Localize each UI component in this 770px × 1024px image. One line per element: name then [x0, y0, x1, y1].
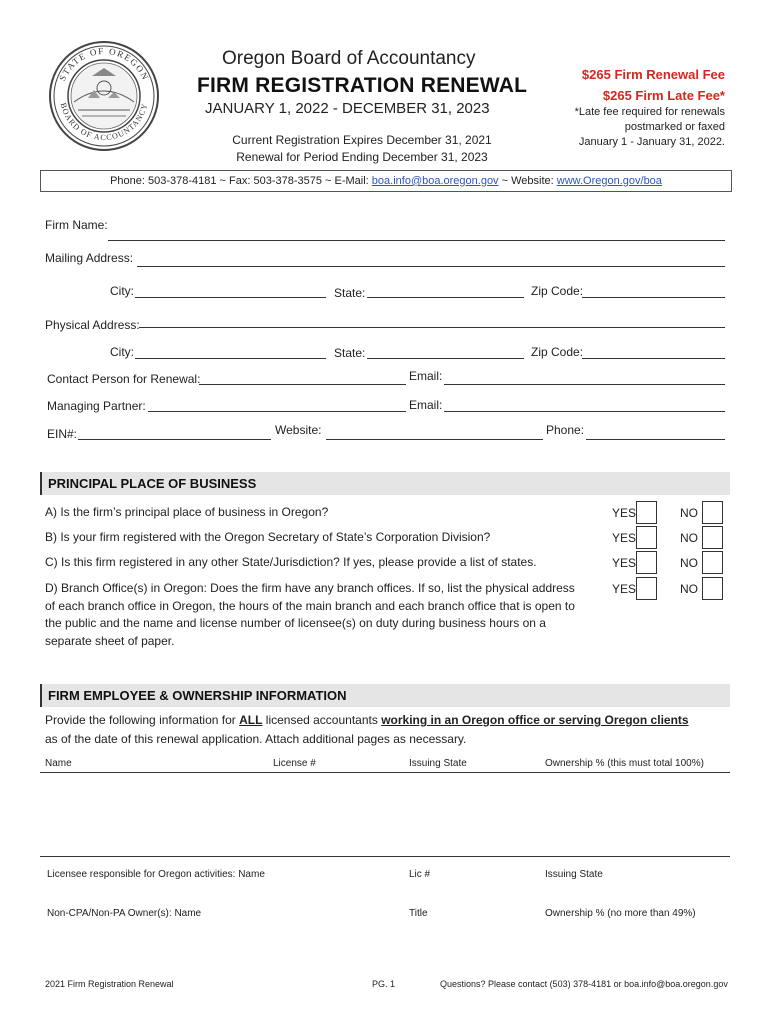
question-a: A) Is the firm’s principal place of business in Oregon? — [45, 505, 329, 519]
expiration-info — [222, 132, 502, 166]
no-label: NO — [680, 582, 698, 596]
mailing-state-field[interactable] — [367, 297, 524, 298]
non-cpa-title-label: Title — [409, 908, 428, 919]
non-cpa-owner-label: Non-CPA/Non-PA Owner(s): Name — [47, 908, 202, 919]
question-d — [45, 580, 617, 650]
question-d-line: D) Branch Office(s) in Oregon: Does the firm have any branch offices. If so, list the physical address — [45, 581, 575, 595]
table-divider — [40, 856, 730, 857]
mailing-city-field[interactable] — [135, 297, 326, 298]
mailing-address-label: Mailing Address: — [45, 251, 134, 265]
org-name: Oregon Board of Accountancy — [222, 48, 476, 69]
principal-section-heading: PRINCIPAL PLACE OF BUSINESS — [40, 472, 730, 495]
contact-email-label: Email: — [409, 369, 443, 383]
contact-website-label: ~ Website: — [498, 175, 557, 187]
partner-email-label: Email: — [409, 398, 443, 412]
col-issuing-state: Issuing State — [409, 758, 467, 769]
late-fee-note — [555, 105, 725, 150]
expires-text: Current Registration Expires December 31, 2021 — [232, 133, 492, 147]
state-label: State: — [334, 346, 366, 360]
resp-name-label: Licensee responsible for Oregon activities: Name — [47, 869, 265, 880]
physical-state-field[interactable] — [367, 358, 524, 359]
footer-form-name: 2021 Firm Registration Renewal — [45, 979, 174, 989]
non-cpa-ownership-label: Ownership % (no more than 49%) — [545, 908, 696, 919]
q-b-yes-checkbox[interactable] — [636, 526, 657, 549]
city-label: City: — [110, 345, 134, 359]
intro-text-line2: as of the date of this renewal application. Attach additional pages as necessary. — [45, 732, 467, 746]
question-c: C) Is this firm registered in any other State/Jurisdiction? If yes, please provide a list of states. — [45, 555, 537, 569]
licensee-entry-area[interactable] — [40, 776, 730, 854]
col-name: Name — [45, 758, 72, 769]
yes-label: YES — [612, 531, 637, 545]
late-fee-note-line: January 1 - January 31, 2022. — [578, 136, 725, 148]
late-fee-note-line: *Late fee required for renewals — [574, 106, 725, 118]
form-period: JANUARY 1, 2022 - DECEMBER 31, 2023 — [205, 100, 490, 117]
yes-label: YES — [612, 506, 637, 520]
q-b-no-checkbox[interactable] — [702, 526, 723, 549]
intro-emphasis: working in an Oregon office or serving Oregon clients — [381, 713, 689, 727]
managing-partner-field[interactable] — [148, 411, 406, 412]
form-title: FIRM REGISTRATION RENEWAL — [197, 74, 528, 97]
svg-text:BOARD OF ACCOUNTANCY: BOARD OF ACCOUNTANCY — [58, 101, 150, 143]
intro-text: licensed accountants — [262, 713, 382, 727]
q-a-no-checkbox[interactable] — [702, 501, 723, 524]
fee-block — [582, 64, 725, 106]
question-d-line: separate sheet of paper. — [45, 633, 175, 648]
website-link[interactable]: www.Oregon.gov/boa — [556, 175, 662, 187]
intro-all: ALL — [239, 713, 263, 727]
q-c-yes-checkbox[interactable] — [636, 551, 657, 574]
resp-state-label: Issuing State — [545, 869, 603, 880]
mailing-address-field[interactable] — [137, 266, 725, 267]
zip-label: Zip Code: — [531, 284, 584, 298]
svg-text:STATE OF OREGON: STATE OF OREGON — [57, 45, 151, 83]
footer-questions: Questions? Please contact (503) 378-4181 or boa.info@boa.oregon.gov — [440, 979, 728, 989]
employee-section-heading: FIRM EMPLOYEE & OWNERSHIP INFORMATION — [40, 684, 730, 707]
city-label: City: — [110, 284, 134, 298]
zip-label: Zip Code: — [531, 345, 584, 359]
physical-address-label: Physical Address: — [45, 318, 140, 332]
employee-intro — [45, 711, 735, 749]
ein-label: EIN#: — [47, 427, 78, 441]
contact-bar — [40, 170, 732, 192]
email-link[interactable]: boa.info@boa.oregon.gov — [371, 175, 499, 187]
no-label: NO — [680, 556, 698, 570]
partner-email-field[interactable] — [444, 411, 725, 412]
resp-lic-label: Lic # — [409, 869, 431, 880]
late-fee: $265 Firm Late Fee* — [602, 88, 725, 103]
physical-city-field[interactable] — [135, 358, 326, 359]
q-d-no-checkbox[interactable] — [702, 577, 723, 600]
question-d-line: the public and the name and license number of licensee(s) on duty during business hours on a — [45, 616, 546, 630]
yes-label: YES — [612, 556, 637, 570]
mailing-zip-field[interactable] — [582, 297, 725, 298]
yes-label: YES — [612, 582, 637, 596]
managing-partner-label: Managing Partner: — [47, 399, 146, 413]
col-ownership: Ownership % (this must total 100%) — [545, 758, 704, 769]
physical-address-field[interactable] — [139, 327, 725, 328]
website-label: Website: — [275, 423, 322, 437]
q-a-yes-checkbox[interactable] — [636, 501, 657, 524]
ein-field[interactable] — [78, 439, 271, 440]
renewal-fee: $265 Firm Renewal Fee — [581, 67, 725, 82]
question-d-line: of each branch office in Oregon, the hours of the main branch and each branch office that is open to — [45, 598, 575, 613]
no-label: NO — [680, 506, 698, 520]
contact-person-field[interactable] — [199, 384, 406, 385]
contact-phone-fax: Phone: 503-378-4181 ~ Fax: 503-378-3575 ~ E-Mail: — [110, 175, 372, 187]
physical-zip-field[interactable] — [582, 358, 725, 359]
no-label: NO — [680, 531, 698, 545]
website-field[interactable] — [326, 439, 543, 440]
phone-label: Phone: — [546, 423, 585, 437]
table-header-rule — [40, 772, 730, 773]
q-d-yes-checkbox[interactable] — [636, 577, 657, 600]
contact-email-field[interactable] — [444, 384, 725, 385]
contact-person-label: Contact Person for Renewal: — [47, 372, 201, 386]
q-c-no-checkbox[interactable] — [702, 551, 723, 574]
phone-field[interactable] — [586, 439, 725, 440]
intro-text: Provide the following information for — [45, 713, 240, 727]
late-fee-note-line: postmarked or faxed — [624, 121, 725, 133]
col-license: License # — [273, 758, 316, 769]
renewal-period-text: Renewal for Period Ending December 31, 2023 — [236, 150, 488, 164]
oregon-seal-logo — [48, 40, 160, 152]
firm-name-field[interactable] — [108, 240, 725, 241]
footer-page-number: PG. 1 — [372, 979, 396, 989]
question-b: B) Is your firm registered with the Oregon Secretary of State’s Corporation Division? — [45, 530, 491, 544]
state-label: State: — [334, 286, 366, 300]
firm-name-label: Firm Name: — [45, 218, 108, 232]
